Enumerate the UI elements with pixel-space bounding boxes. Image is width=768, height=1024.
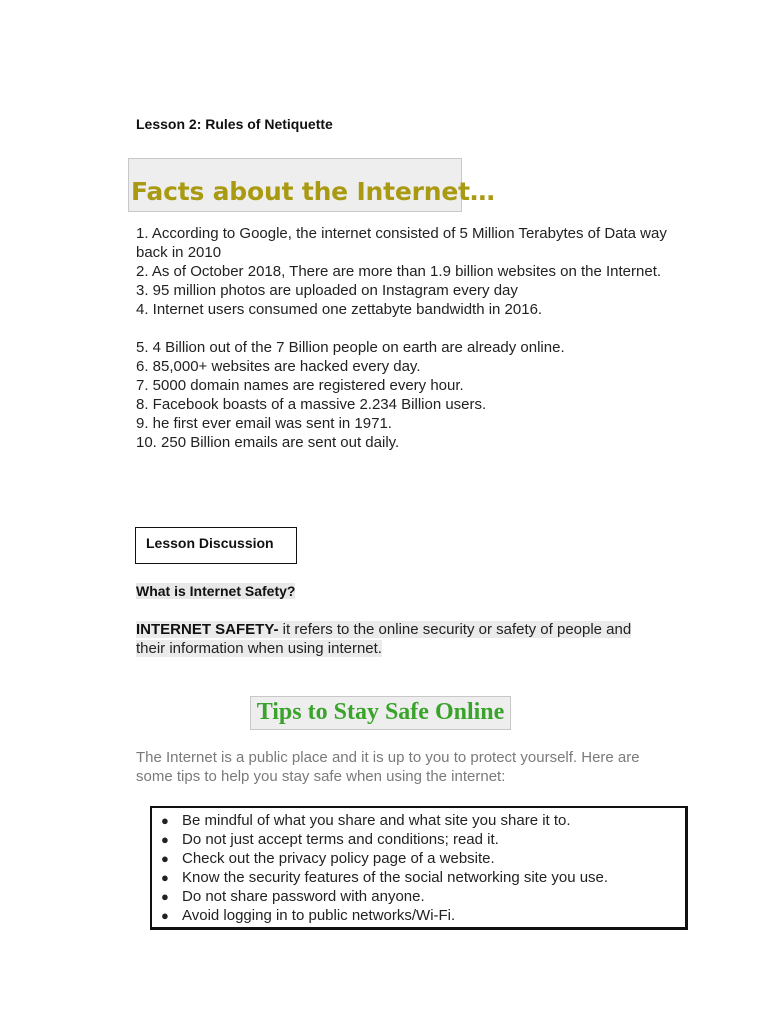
bullet-icon: ● [161, 813, 169, 828]
fact-item: 3. 95 million photos are uploaded on Instagram every day [136, 282, 518, 299]
tip-text: Be mindful of what you share and what site you share it to. [182, 812, 571, 829]
tips-list [160, 811, 608, 925]
bullet-icon: ● [161, 870, 169, 885]
tip-item [160, 830, 608, 849]
fact-item: 10. 250 Billion emails are sent out daily. [136, 434, 400, 451]
lesson-discussion-label: Lesson Discussion [146, 535, 274, 551]
tips-title: Tips to Stay Safe Online [256, 699, 505, 725]
fact-item: 2. As of October 2018, There are more than 1.9 billion websites on the Internet. [136, 263, 662, 280]
fact-item: 6. 85,000+ websites are hacked every day. [136, 358, 421, 375]
facts-title: Facts about the Internet… [131, 177, 495, 206]
lesson-heading: Lesson 2: Rules of Netiquette [136, 116, 333, 132]
facts-banner [128, 158, 495, 212]
tip-item [160, 887, 608, 906]
bullet-icon: ● [161, 832, 169, 847]
tip-text: Know the security features of the social networking site you use. [182, 869, 609, 886]
section-question: What is Internet Safety? [136, 583, 296, 599]
tips-banner [250, 696, 511, 730]
lesson-discussion-box [135, 527, 297, 564]
definition-text: it refers to the online security or safety of people and their information when using internet. [136, 621, 632, 657]
bullet-icon: ● [161, 851, 169, 866]
facts-list [136, 224, 676, 452]
tip-item [160, 868, 608, 887]
tip-text: Check out the privacy policy page of a website. [182, 850, 495, 867]
bullet-icon: ● [161, 889, 169, 904]
tip-text: Do not just accept terms and conditions; read it. [182, 831, 499, 848]
tip-text: Do not share password with anyone. [182, 888, 425, 905]
tip-text: Avoid logging in to public networks/Wi-Fi. [182, 907, 456, 924]
definition-term: INTERNET SAFETY- [136, 621, 279, 638]
tip-item [160, 811, 608, 830]
tips-box [150, 806, 688, 930]
tip-item [160, 849, 608, 868]
fact-item: 7. 5000 domain names are registered every hour. [136, 377, 464, 394]
fact-item: 1. According to Google, the internet consisted of 5 Million Terabytes of Data way back in 2010 [136, 225, 667, 261]
bullet-icon: ● [161, 908, 169, 923]
fact-item: 8. Facebook boasts of a massive 2.234 Billion users. [136, 396, 487, 413]
fact-item: 9. he first ever email was sent in 1971. [136, 415, 392, 432]
tip-item [160, 906, 608, 925]
definition-paragraph [136, 620, 656, 658]
tips-intro: The Internet is a public place and it is up to you to protect yourself. Here are some tips to help you stay safe when using the internet: [136, 749, 640, 785]
fact-item: 5. 4 Billion out of the 7 Billion people on earth are already online. [136, 339, 565, 356]
fact-item: 4. Internet users consumed one zettabyte bandwidth in 2016. [136, 301, 543, 318]
